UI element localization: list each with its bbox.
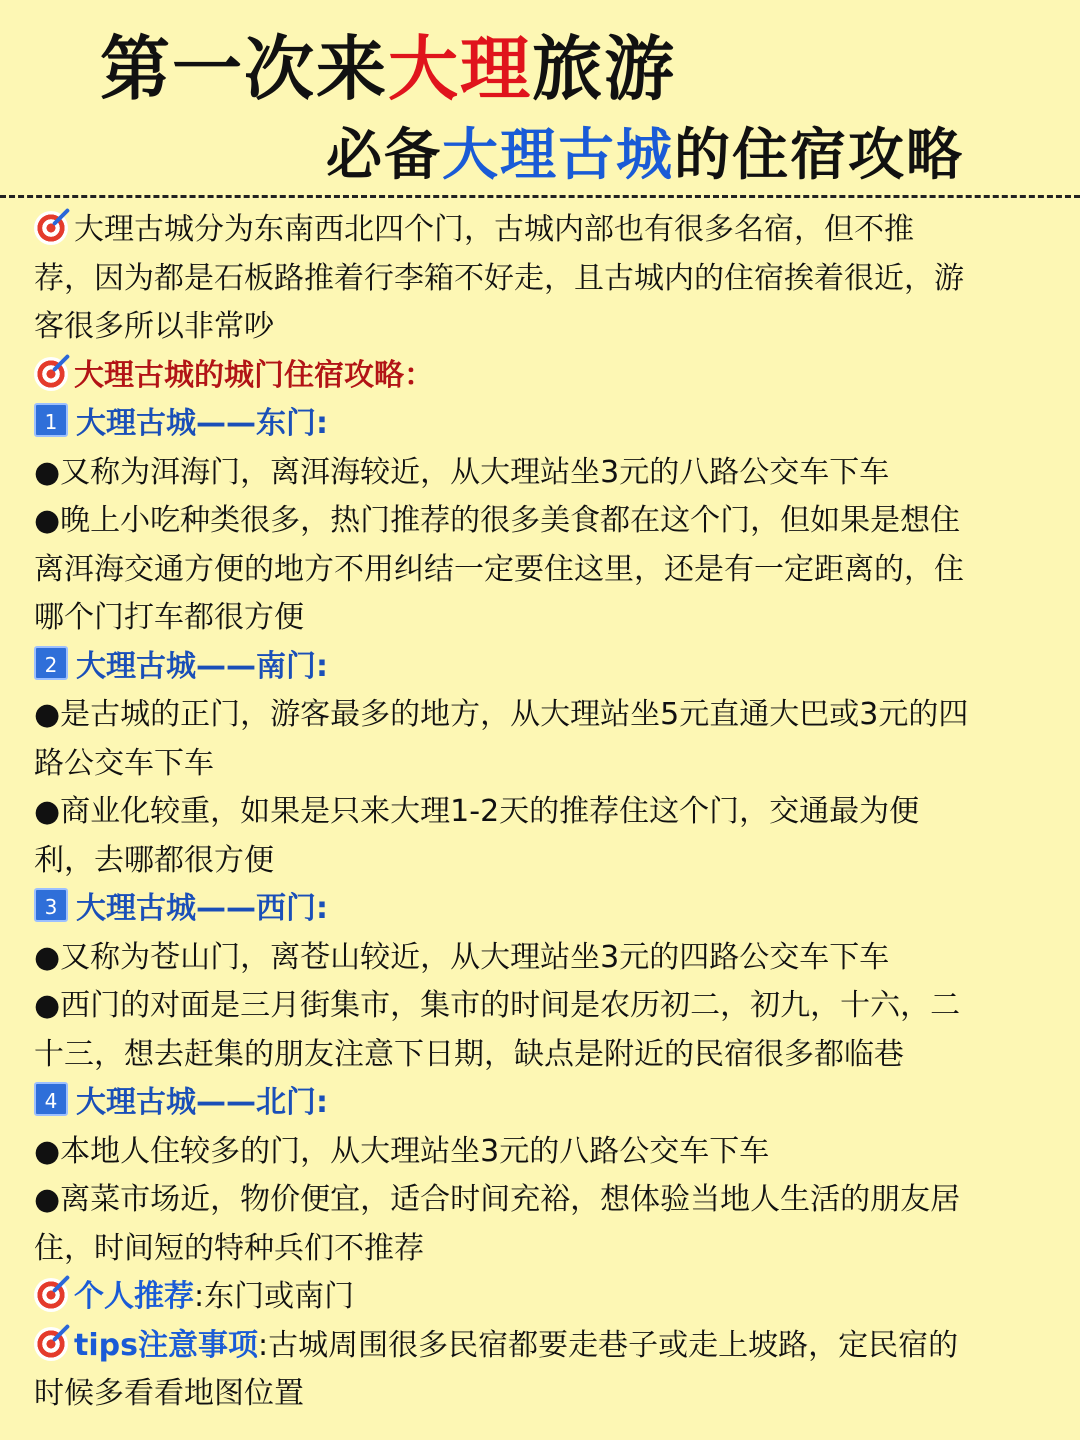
list-item: ●本地人住较多的门，从大理站坐3元的八路公交车下车 xyxy=(34,1133,770,1169)
article-body xyxy=(34,206,1048,1419)
list-item: 十三，想去赶集的朋友注意下日期，缺点是附近的民宿很多都临巷 xyxy=(34,1036,904,1072)
intro-line: 客很多所以非常吵 xyxy=(34,309,274,344)
number-1-icon: 1 xyxy=(34,403,68,437)
number-4-icon: 4 xyxy=(34,1082,68,1116)
intro-line: 大理古城分为东南西北四个门，古城内部也有很多名宿，但不推 xyxy=(34,206,1048,255)
subtitle-part-2: 的住宿攻略 xyxy=(674,123,964,188)
title-highlight-dali: 大理 xyxy=(388,28,532,110)
list-item: 利，去哪都很方便 xyxy=(34,842,274,878)
main-title xyxy=(100,24,676,114)
number-2-icon: 2 xyxy=(34,646,68,680)
personal-recommendation: 个人推荐:东门或南门 xyxy=(34,1273,1048,1322)
section-heading: 大理古城的城门住宿攻略： xyxy=(34,352,1048,401)
list-item: 住，时间短的特种兵们不推荐 xyxy=(34,1230,424,1266)
list-item: ●商业化较重，如果是只来大理1-2天的推荐住这个门，交通最为便 xyxy=(34,794,920,829)
title-part-2: 旅游 xyxy=(532,28,676,110)
dashed-divider xyxy=(0,195,1080,198)
list-item: ●是古城的正门，游客最多的地方，从大理站坐5元直通大巴或3元的四 xyxy=(34,697,969,732)
number-3-icon: 3 xyxy=(34,888,68,922)
gate-heading-east: 1 大理古城——东门: xyxy=(34,400,1048,449)
subtitle-highlight-old-town: 大理古城 xyxy=(442,123,674,188)
target-icon xyxy=(34,1278,68,1312)
title-part-1: 第一次来 xyxy=(100,28,388,110)
list-item: ●又称为苍山门，离苍山较近，从大理站坐3元的四路公交车下车 xyxy=(34,939,890,975)
list-item: 路公交车下车 xyxy=(34,745,214,781)
list-item: ●西门的对面是三月街集市，集市的时间是农历初二，初九，十六，二 xyxy=(34,988,961,1023)
subtitle xyxy=(326,118,964,194)
gate-heading-north: 4 大理古城——北门: xyxy=(34,1079,1048,1128)
list-item: ●离菜市场近，物价便宜，适合时间充裕，想体验当地人生活的朋友居 xyxy=(34,1182,961,1217)
list-item: ●又称为洱海门，离洱海较近，从大理站坐3元的八路公交车下车 xyxy=(34,454,890,490)
target-icon xyxy=(34,1327,68,1361)
subtitle-part-1: 必备 xyxy=(326,123,442,188)
list-item: 离洱海交通方便的地方不用纠结一定要住这里，还是有一定距离的，住 xyxy=(34,551,964,587)
intro-line: 荐，因为都是石板路推着行李箱不好走，且古城内的住宿挨着很近，游 xyxy=(34,260,964,296)
list-item: 哪个门打车都很方便 xyxy=(34,600,304,635)
target-icon xyxy=(34,357,68,391)
gate-heading-west: 3 大理古城——西门: xyxy=(34,885,1048,934)
tips-note-continued: 时候多看看地图位置 xyxy=(34,1376,304,1411)
target-icon xyxy=(34,211,68,245)
list-item: ●晚上小吃种类很多，热门推荐的很多美食都在这个门，但如果是想住 xyxy=(34,503,961,538)
tips-note: tips注意事项:古城周围很多民宿都要走巷子或走上坡路，定民宿的 xyxy=(34,1322,1048,1371)
gate-heading-south: 2 大理古城——南门: xyxy=(34,643,1048,692)
